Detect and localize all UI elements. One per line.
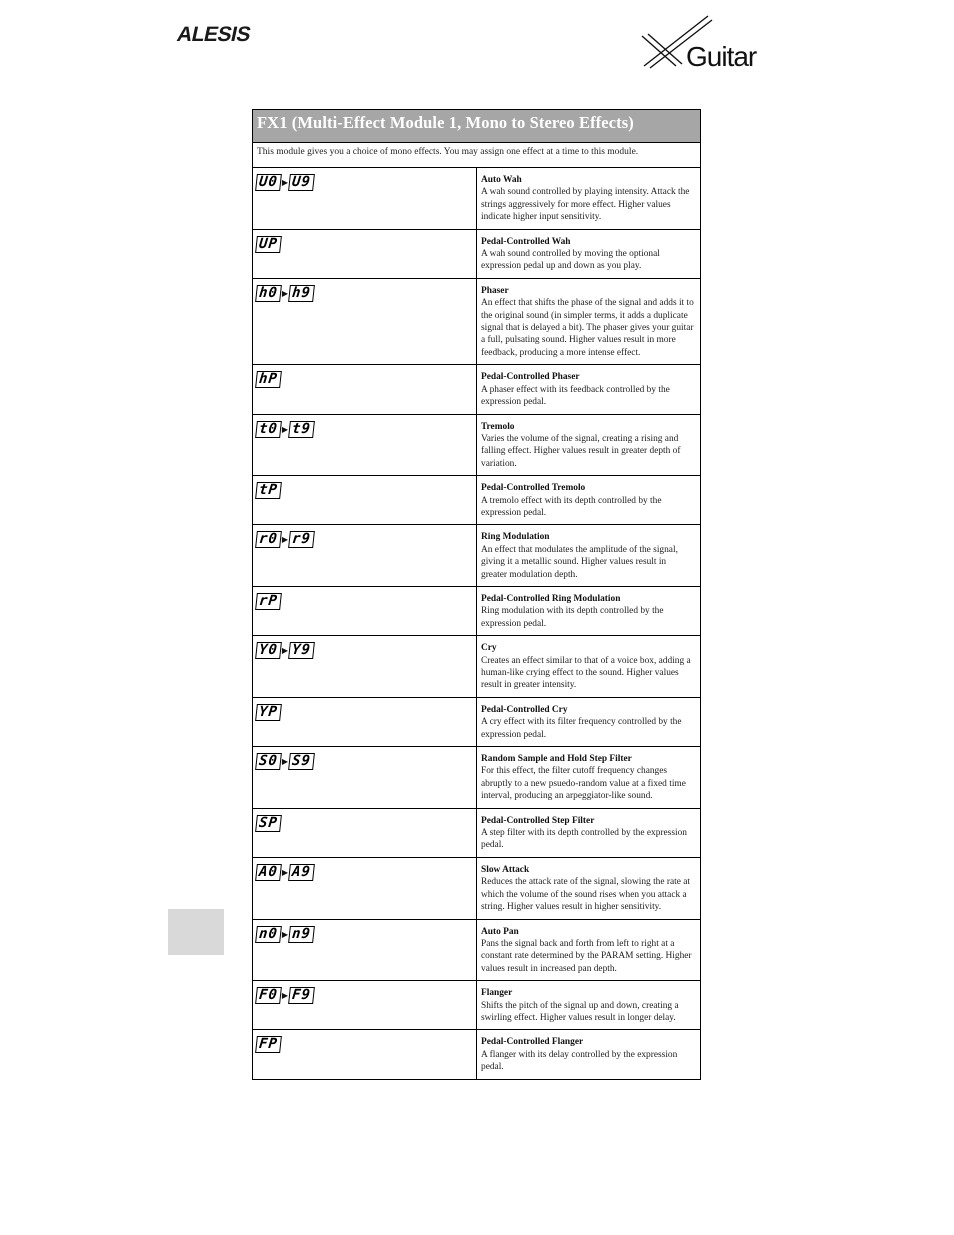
section-intro: This module gives you a choice of mono effects. You may assign one effect at a time to this module.	[253, 143, 701, 168]
code-end: U9	[288, 174, 315, 191]
effect-description-cell	[477, 808, 701, 857]
effect-description: For this effect, the filter cutoff frequency changes abruptly to a new psuedo-random value at a fixed time interval, producing an arpeggiator-like sound.	[481, 766, 686, 802]
arrow-right-icon: ▶	[281, 288, 289, 298]
table-row	[253, 857, 701, 919]
effect-name: Pedal-Controlled Tremolo	[481, 483, 586, 494]
arrow-right-icon: ▶	[281, 991, 289, 1001]
table-row	[253, 697, 701, 746]
table-row	[253, 808, 701, 857]
led-display-code	[256, 482, 281, 499]
led-display-code	[256, 987, 314, 1004]
effect-description: A cry effect with its filter frequency controlled by the expression pedal.	[481, 717, 682, 740]
effect-name: Pedal-Controlled Ring Modulation	[481, 593, 621, 604]
arrow-right-icon: ▶	[281, 757, 289, 767]
display-code-cell	[253, 697, 477, 746]
led-display-code	[256, 815, 281, 832]
display-code-cell	[253, 1030, 477, 1079]
effect-description: A step filter with its depth controlled by the expression pedal.	[481, 828, 687, 851]
effect-description-cell	[477, 747, 701, 809]
display-code-cell	[253, 365, 477, 414]
display-code-cell	[253, 229, 477, 278]
table-row	[253, 1030, 701, 1079]
led-display-code	[256, 864, 314, 881]
table-row	[253, 919, 701, 981]
display-code-cell	[253, 919, 477, 981]
table-row	[253, 586, 701, 635]
arrow-right-icon: ▶	[281, 178, 289, 187]
arrow-right-icon: ▶	[281, 929, 289, 939]
intro-row	[253, 143, 701, 168]
effect-description: Shifts the pitch of the signal up and down, creating a swirling effect. Higher values result in longer delay.	[481, 1000, 679, 1023]
display-code-cell	[253, 981, 477, 1030]
effect-description-cell	[477, 981, 701, 1030]
effect-name: Pedal-Controlled Step Filter	[481, 815, 595, 826]
code-start: SP	[255, 815, 282, 832]
display-code-cell	[253, 747, 477, 809]
led-display-code	[256, 285, 314, 302]
led-display-code	[256, 421, 314, 438]
effect-description: A tremolo effect with its depth controlled by the expression pedal.	[481, 495, 662, 518]
effect-name: Slow Attack	[481, 864, 530, 875]
table-row	[253, 476, 701, 525]
led-display-code	[256, 531, 314, 548]
effect-description-cell	[477, 476, 701, 525]
code-start: A0	[255, 864, 282, 881]
effect-description: A wah sound controlled by moving the optional expression pedal up and down as you play.	[481, 249, 660, 272]
effect-description: A phaser effect with its feedback controlled by the expression pedal.	[481, 384, 670, 408]
alesis-logo	[174, 22, 280, 49]
table-row	[253, 229, 701, 278]
effect-name: Tremolo	[481, 421, 515, 432]
effect-name: Pedal-Controlled Cry	[481, 704, 568, 715]
code-end: Y9	[288, 642, 315, 659]
effect-description-cell	[477, 168, 701, 230]
led-display-code	[256, 593, 281, 610]
title-row	[253, 110, 701, 143]
table-row	[253, 525, 701, 587]
led-display-code	[256, 174, 314, 191]
table-row	[253, 981, 701, 1030]
effect-description-cell	[477, 636, 701, 698]
display-code-cell	[253, 586, 477, 635]
display-code-cell	[253, 636, 477, 698]
led-display-code	[256, 371, 281, 388]
code-start: Y0	[255, 642, 282, 659]
effect-description-cell	[477, 414, 701, 476]
led-display-code	[256, 704, 281, 721]
led-display-code	[256, 236, 281, 253]
fx1-effects-table	[252, 109, 701, 1080]
effect-description: An effect that modulates the amplitude of the signal, giving it a metallic sound. Higher values result in greater modulation depth.	[481, 544, 678, 580]
table-row	[253, 168, 701, 230]
code-start: UP	[255, 236, 282, 253]
effect-name: Auto Wah	[481, 175, 522, 185]
code-start: n0	[255, 926, 282, 943]
code-start: h0	[255, 285, 282, 302]
table-row	[253, 414, 701, 476]
code-start: hP	[255, 371, 282, 388]
xguitar-logo	[638, 14, 770, 75]
code-end: r9	[288, 531, 315, 548]
effect-name: Pedal-Controlled Phaser	[481, 372, 580, 383]
effect-name: Cry	[481, 643, 497, 654]
code-start: F0	[255, 987, 282, 1004]
svg-text:ALESIS: ALESIS	[174, 23, 253, 44]
table-row	[253, 747, 701, 809]
effect-description-cell	[477, 365, 701, 414]
effect-name: Pedal-Controlled Flanger	[481, 1037, 584, 1048]
effect-description-cell	[477, 697, 701, 746]
effect-description: A wah sound controlled by playing intensity. Attack the strings aggressively for more effect. Higher values indicate higher input sensitivity.	[481, 187, 690, 223]
code-end: A9	[288, 864, 315, 881]
effect-name: Ring Modulation	[481, 532, 550, 543]
effect-description-cell	[477, 586, 701, 635]
table-row	[253, 278, 701, 364]
effect-description: Varies the volume of the signal, creating a rising and falling effect. Higher values result in greater depth of variation.	[481, 433, 681, 469]
display-code-cell	[253, 414, 477, 476]
svg-text:Guitar: Guitar	[686, 41, 757, 70]
code-end: t9	[288, 421, 315, 438]
display-code-cell	[253, 857, 477, 919]
page-number-tab	[168, 909, 224, 955]
led-display-code	[256, 642, 314, 659]
effect-description-cell	[477, 857, 701, 919]
arrow-right-icon: ▶	[281, 424, 289, 434]
display-code-cell	[253, 476, 477, 525]
code-start: tP	[255, 482, 282, 499]
arrow-right-icon: ▶	[281, 535, 289, 545]
effect-name: Random Sample and Hold Step Filter	[481, 754, 632, 765]
display-code-cell	[253, 808, 477, 857]
code-start: FP	[255, 1036, 282, 1053]
code-start: U0	[255, 174, 282, 191]
section-title: FX1 (Multi-Effect Module 1, Mono to Stereo Effects)	[253, 110, 701, 143]
arrow-right-icon: ▶	[281, 867, 289, 877]
effect-description: Reduces the attack rate of the signal, slowing the rate at which the volume of the sound rises when you attack a string. Higher values result in higher sensitivity.	[481, 877, 691, 913]
display-code-cell	[253, 525, 477, 587]
effect-description: Ring modulation with its depth controlled by the expression pedal.	[481, 606, 664, 629]
effect-description: Creates an effect similar to that of a voice box, adding a human-like crying effect to the sound. Higher values result in greater intensity.	[481, 655, 691, 691]
led-display-code	[256, 753, 314, 770]
code-start: YP	[255, 704, 282, 721]
led-display-code	[256, 1036, 281, 1053]
effect-description: Pans the signal back and forth from left to right at a constant rate determined by the PARAM setting. Higher values result in increased pan depth.	[481, 938, 692, 974]
effect-name: Flanger	[481, 988, 513, 999]
effect-description-cell	[477, 1030, 701, 1079]
effect-description-cell	[477, 229, 701, 278]
code-start: rP	[255, 593, 282, 610]
code-start: t0	[255, 421, 282, 438]
table-row	[253, 365, 701, 414]
code-end: n9	[288, 926, 315, 943]
code-start: r0	[255, 531, 282, 548]
effect-name: Auto Pan	[481, 926, 519, 937]
code-end: S9	[288, 753, 315, 770]
table-row	[253, 636, 701, 698]
arrow-right-icon: ▶	[281, 646, 289, 656]
effect-description: An effect that shifts the phase of the signal and adds it to the original sound (in simpler terms, it adds a duplicate signal that is delayed a bit). The phaser gives your guitar a full, pulsating sound. Higher values result in more feedback, producing a more intense effect.	[481, 298, 694, 358]
effect-description: A flanger with its delay controlled by the expression pedal.	[481, 1049, 678, 1073]
display-code-cell	[253, 278, 477, 364]
effect-name: Phaser	[481, 285, 509, 296]
effect-description-cell	[477, 278, 701, 364]
led-display-code	[256, 926, 314, 943]
code-start: S0	[255, 753, 282, 770]
effect-description-cell	[477, 525, 701, 587]
code-end: F9	[288, 987, 315, 1004]
effect-description-cell	[477, 919, 701, 981]
code-end: h9	[288, 285, 315, 302]
display-code-cell	[253, 168, 477, 230]
effect-name: Pedal-Controlled Wah	[481, 236, 571, 247]
